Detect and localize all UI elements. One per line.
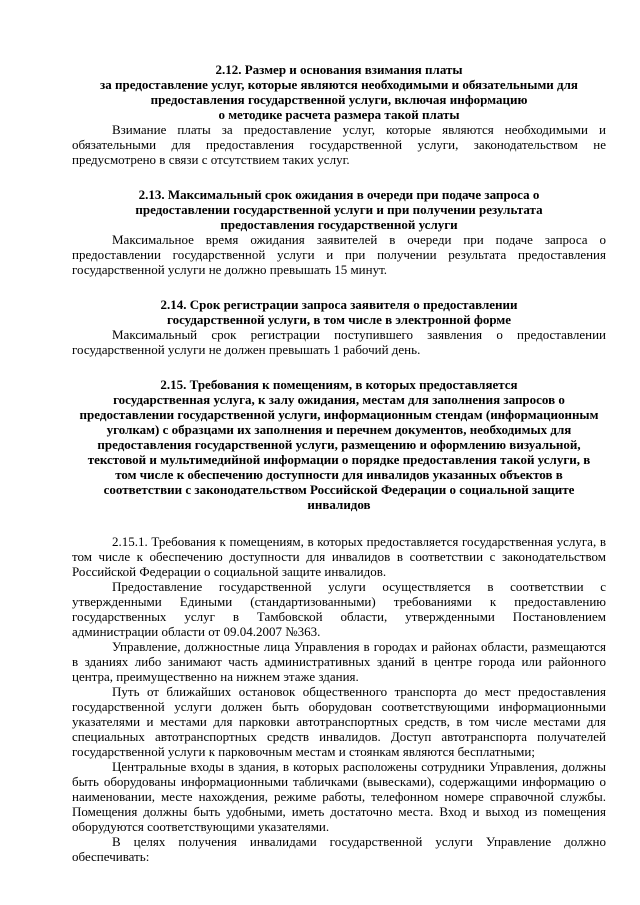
section-2-12-heading-line: предоставления государственной услуги, включая информацию — [150, 92, 528, 107]
section-2-12-heading-line: о методике расчета размера такой платы — [218, 107, 460, 122]
section-2-13-heading-line: предоставлении государственной услуги и при получении результата — [135, 202, 543, 217]
spacer — [72, 357, 606, 377]
section-2-15-paragraph: В целях получения инвалидами государственной услуги Управление должно обеспечивать: — [72, 834, 606, 864]
section-2-15-heading-line: соответствии с законодательством Российской Федерации о социальной защите — [103, 482, 575, 497]
spacer — [72, 167, 606, 187]
section-2-15-heading-line: инвалидов — [307, 497, 371, 512]
section-2-12-heading-line: 2.12. Размер и основания взимания платы — [215, 62, 463, 77]
section-2-14-paragraph: Максимальный срок регистрации поступившего заявления о предоставлении государственной услуги не должен превышать 1 рабочий день. — [72, 327, 606, 357]
section-2-15-paragraph: Предоставление государственной услуги осуществляется в соответствии с утвержденными Едиными (стандартизованными) требованиями к предоставлению государственных услуг в Тамбовской области, утвержденными Постановлением администрации области от 09.04.2007 №363. — [72, 579, 606, 639]
section-2-12 — [72, 62, 606, 167]
section-2-15-heading-line: уголкам) с образцами их заполнения и перечнем документов, необходимых для — [106, 422, 572, 437]
section-2-12-heading-line: за предоставление услуг, которые являются необходимыми и обязательными для — [100, 77, 578, 92]
section-2-14 — [72, 297, 606, 357]
section-2-15-body — [72, 534, 606, 864]
section-2-13-paragraph: Максимальное время ожидания заявителей в очереди при подаче запроса о предоставлении государственной услуги и при получении результата предоставления государственной услуги не должно превышать 15 минут. — [72, 232, 606, 277]
section-2-15-paragraph: Путь от ближайших остановок общественного транспорта до мест предоставления государственной услуги должен быть оборудован соответствующими информационными указателями и местами для парковки автотранспортных средств, в том числе местами для специальных автотранспортных средств инвалидов. Доступ автотранспорта получателей государственной услуги к парковочным местам и стоянкам являются бесплатными; — [72, 684, 606, 759]
section-2-15-paragraph: Центральные входы в здания, в которых расположены сотрудники Управления, должны быть оборудованы информационными табличками (вывесками), содержащими информацию о наименовании, месте нахождения, режиме работы, телефонном номере справочной службы. Помещения должны быть удобными, иметь достаточно места. Вход и выход из помещения оборудуются соответствующими указателями. — [72, 759, 606, 834]
spacer — [72, 512, 606, 534]
section-2-15-heading-line: текстовой и мультимедийной информации о порядке предоставления такой услуги, в — [87, 452, 591, 467]
section-2-15-heading-line: предоставлении государственной услуги, информационным стендам (информационным — [79, 407, 599, 422]
section-2-13-heading-line: предоставления государственной услуги — [220, 217, 458, 232]
section-2-13 — [72, 187, 606, 277]
section-2-15-heading-line: предоставления государственной услуги, размещению и оформлению визуальной, — [97, 437, 581, 452]
section-2-12-paragraph: Взимание платы за предоставление услуг, которые являются необходимыми и обязательными для предоставления государственной услуги, законодательством не предусмотрено в связи с отсутствием таких услуг. — [72, 122, 606, 167]
section-2-15-heading-line: государственная услуга, к залу ожидания, местам для заполнения запросов о — [113, 392, 565, 407]
section-2-15-paragraph: Управление, должностные лица Управления в городах и районах области, размещаются в зданиях либо занимают часть административных зданий в центре города или районного центра, преимущественно на нижнем этаже здания. — [72, 639, 606, 684]
section-2-13-heading-line: 2.13. Максимальный срок ожидания в очереди при подаче запроса о — [138, 187, 540, 202]
section-2-15 — [72, 377, 606, 864]
section-2-14-heading-line: государственной услуги, в том числе в электронной форме — [167, 312, 511, 327]
spacer — [72, 277, 606, 297]
section-2-15-paragraph: 2.15.1. Требования к помещениям, в которых предоставляется государственная услуга, в том числе к обеспечению доступности для инвалидов в соответствии с законодательством Российской Федерации о социальной защите инвалидов. — [72, 534, 606, 579]
section-2-15-heading-line: том числе к обеспечению доступности для инвалидов указанных объектов в — [115, 467, 563, 482]
section-2-14-heading-line: 2.14. Срок регистрации запроса заявителя о предоставлении — [160, 297, 518, 312]
section-2-15-heading-line: 2.15. Требования к помещениям, в которых предоставляется — [160, 377, 518, 392]
